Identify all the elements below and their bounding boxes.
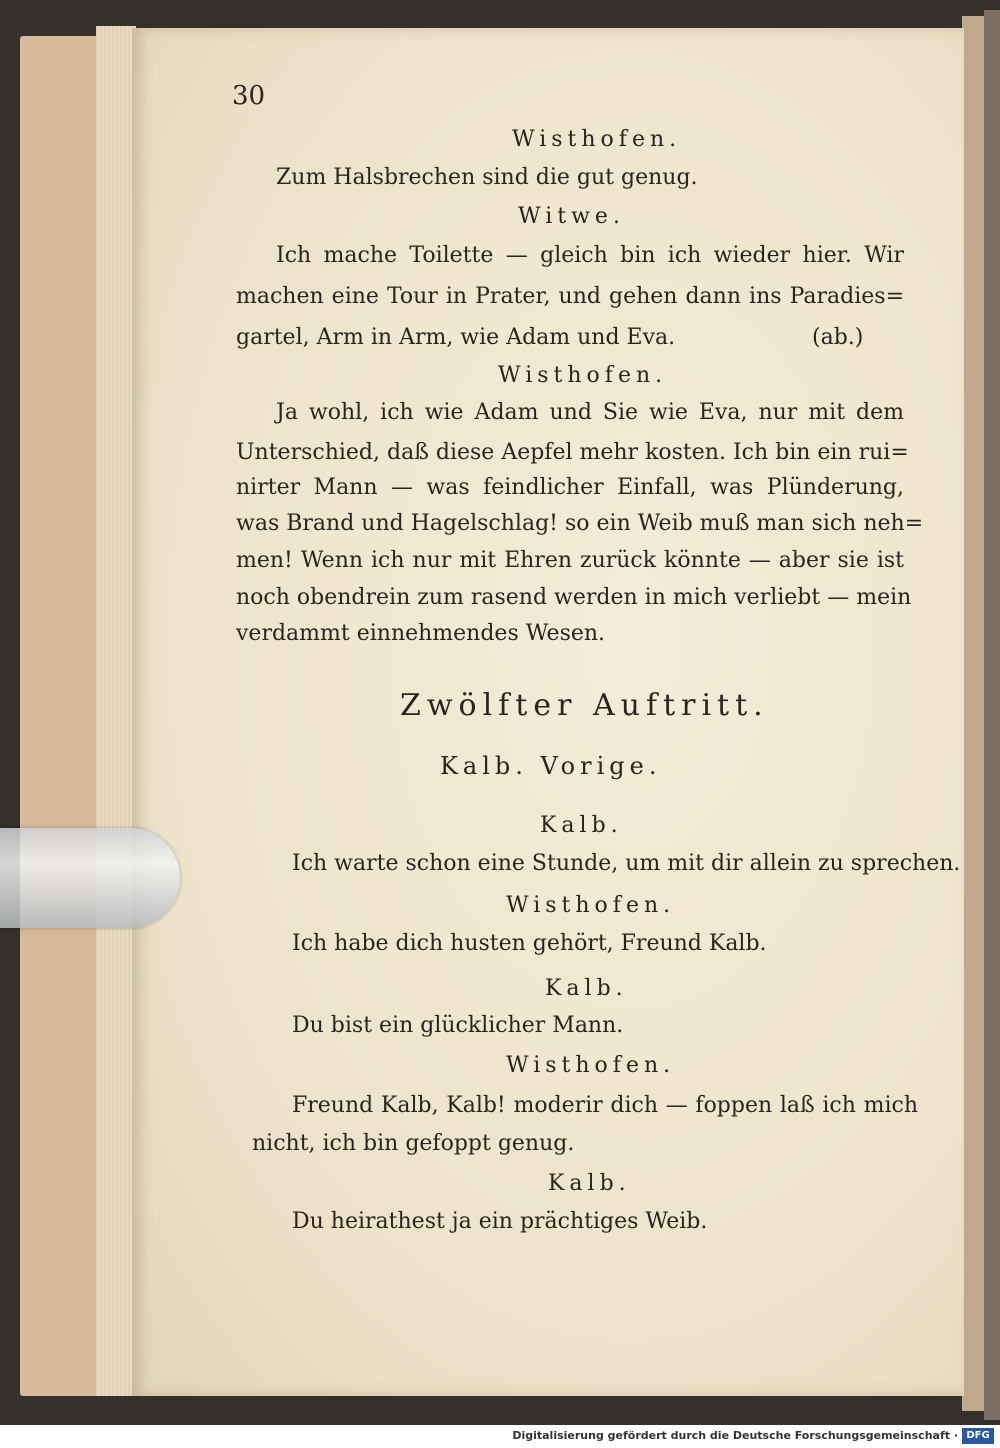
dialogue-line: was Brand und Hagelschlag! so ein Weib muß man sich neh= bbox=[236, 511, 924, 536]
scene-persons: Kalb. Vorige. bbox=[440, 752, 662, 780]
dialogue-line: Du heirathest ja ein prächtiges Weib. bbox=[292, 1209, 708, 1234]
page-number: 30 bbox=[232, 81, 266, 111]
dialogue-line: Ja wohl, ich wie Adam und Sie wie Eva, nur mit dem bbox=[276, 400, 904, 425]
dfg-logo-icon: DFG bbox=[962, 1428, 994, 1444]
dialogue-line: Ich mache Toilette — gleich bin ich wieder hier. Wir bbox=[276, 243, 904, 268]
book-spine-edge bbox=[984, 10, 1000, 1420]
speaker-witwe: Witwe. bbox=[518, 204, 625, 229]
speaker-kalb: Kalb. bbox=[548, 1171, 631, 1196]
scene-heading: Zwölfter Auftritt. bbox=[400, 688, 769, 723]
speaker-wisthofen: Wisthofen. bbox=[512, 127, 682, 152]
dialogue-line: nirter Mann — was feindlicher Einfall, was Plünderung, bbox=[236, 475, 904, 500]
book-spine bbox=[962, 16, 986, 1411]
dialogue-line: verdammt einnehmendes Wesen. bbox=[236, 621, 606, 646]
dialogue-line: Freund Kalb, Kalb! moderir dich — foppen laß ich mich bbox=[292, 1093, 918, 1118]
stage-direction: (ab.) bbox=[812, 325, 864, 350]
speaker-kalb: Kalb. bbox=[545, 976, 628, 1001]
dialogue-line: Du bist ein glücklicher Mann. bbox=[292, 1013, 624, 1038]
speaker-wisthofen: Wisthofen. bbox=[506, 893, 676, 918]
footer-credit: Digitalisierung gefördert durch die Deutsche Forschungsgemeinschaft · bbox=[512, 1429, 958, 1442]
dialogue-line: Ich habe dich husten gehört, Freund Kalb. bbox=[292, 931, 767, 956]
speaker-kalb: Kalb. bbox=[540, 813, 623, 838]
dialogue-line: Zum Halsbrechen sind die gut genug. bbox=[276, 165, 698, 190]
dialogue-line: machen eine Tour in Prater, und gehen dann ins Paradies= bbox=[236, 284, 904, 309]
dialogue-line: men! Wenn ich nur mit Ehren zurück könnte — aber sie ist bbox=[236, 548, 904, 573]
page-clip bbox=[0, 828, 180, 928]
dialogue-line: gartel, Arm in Arm, wie Adam und Eva. bbox=[236, 325, 676, 350]
page-edges bbox=[96, 26, 136, 1396]
dialogue-line: Ich warte schon eine Stunde, um mit dir allein zu sprechen. bbox=[292, 851, 961, 876]
dialogue-line: Unterschied, daß diese Aepfel mehr kosten. Ich bin ein rui= bbox=[236, 440, 909, 465]
dialogue-line: noch obendrein zum rasend werden in mich verliebt — mein bbox=[236, 585, 912, 610]
dialogue-line: nicht, ich bin gefoppt genug. bbox=[252, 1131, 575, 1156]
speaker-wisthofen: Wisthofen. bbox=[498, 363, 668, 388]
speaker-wisthofen: Wisthofen. bbox=[506, 1053, 676, 1078]
